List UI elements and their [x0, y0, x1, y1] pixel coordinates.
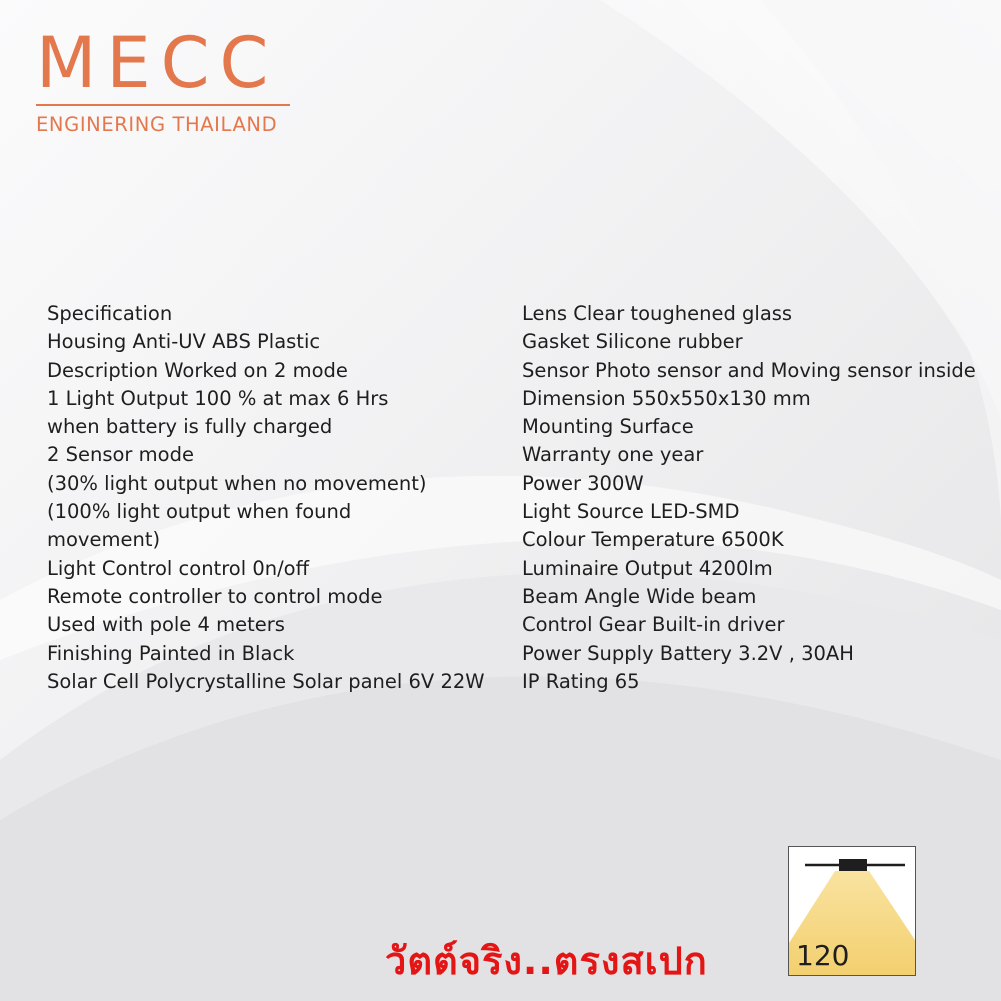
spec-line: (100% light output when found [47, 500, 352, 524]
spec-line: Luminaire Output 4200lm [522, 556, 773, 580]
spec-line: Specification [47, 302, 173, 325]
beam-angle-value: 120 [796, 939, 850, 972]
spec-line: movement) [47, 528, 161, 552]
spec-line: 2 Sensor mode [47, 443, 194, 467]
spec-line: when battery is fully charged [47, 415, 333, 439]
spec-line: Gasket Silicone rubber [522, 330, 743, 354]
spec-line: Power Supply Battery 3.2V , 30AH [522, 641, 854, 665]
spec-list-right [522, 300, 976, 696]
spec-line: Remote controller to control mode [47, 584, 383, 608]
spec-line: Housing Anti-UV ABS Plastic [47, 330, 321, 354]
spec-line: Beam Angle Wide beam [522, 584, 757, 608]
spec-line: Control Gear Built-in driver [522, 613, 785, 637]
spec-line: Solar Cell Polycrystalline Solar panel 6V 22W [47, 669, 485, 693]
logo-subtitle: ENGINERING THAILAND [36, 113, 278, 136]
spec-line: Warranty one year [522, 443, 704, 467]
spec-line: Used with pole 4 meters [47, 613, 285, 637]
logo-wordmark: MECC [36, 22, 279, 104]
spec-line: 1 Light Output 100 % at max 6 Hrs [47, 386, 389, 410]
spec-line: Dimension 550x550x130 mm [522, 386, 811, 410]
spec-line: Lens Clear toughened glass [522, 302, 793, 325]
spec-line: (30% light output when no movement) [47, 471, 427, 495]
spec-line: Mounting Surface [522, 415, 694, 439]
spec-line: Light Control control 0n/off [47, 556, 310, 580]
spec-line: Colour Temperature 6500K [522, 528, 784, 552]
spec-line: Light Source LED-SMD [522, 500, 740, 524]
spec-line: Finishing Painted in Black [47, 641, 295, 665]
logo-divider [36, 104, 290, 106]
spec-list-left [47, 300, 485, 696]
spec-line: Description Worked on 2 mode [47, 358, 348, 382]
beam-angle-badge [788, 846, 916, 976]
company-logo [36, 22, 292, 136]
spec-line: IP Rating 65 [522, 669, 640, 693]
spec-line: Sensor Photo sensor and Moving sensor inside [522, 358, 976, 382]
spec-line: Power 300W [522, 471, 644, 495]
thai-tagline: วัตต์จริง..ตรงสเปก [385, 939, 708, 983]
